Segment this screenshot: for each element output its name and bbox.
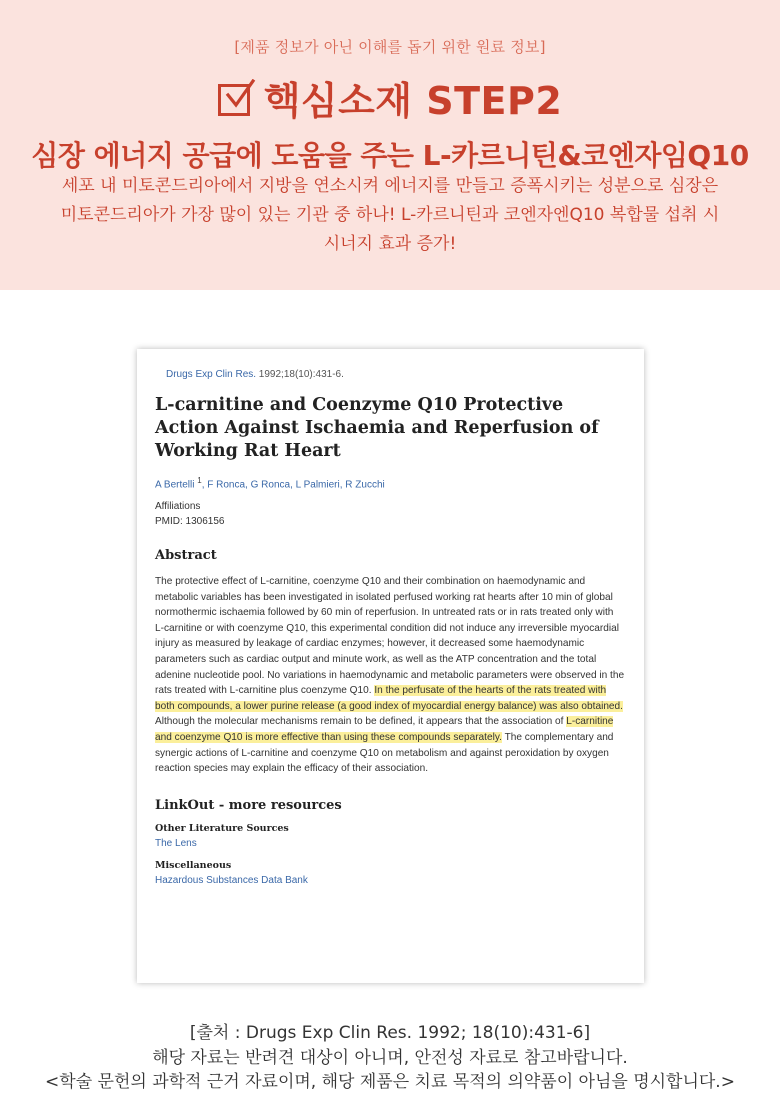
- step-title: 핵심소재 STEP2: [263, 79, 563, 123]
- affiliation-marker[interactable]: 1: [197, 476, 202, 485]
- section-subtitle: 심장 에너지 공급에 도움을 주는 L-카르니틴&코엔자임Q10: [31, 139, 749, 172]
- checkbox-icon: [218, 84, 250, 116]
- description-line: 시너지 효과 증가!: [323, 234, 457, 254]
- co-authors[interactable]: , F Ronca, G Ronca, L Palmieri, R Zucchi: [201, 479, 385, 491]
- other-sources-label: Other Literature Sources: [155, 823, 289, 834]
- misc-label: Miscellaneous: [155, 860, 232, 871]
- the-lens-link[interactable]: The Lens: [155, 838, 197, 849]
- journal-citation: [166, 369, 344, 380]
- citation-details: 1992;18(10):431-6.: [256, 369, 344, 380]
- paper-title: L-carnitine and Coenzyme Q10 Protective Action Against Ischaemia and Reperfusion of Working Rat Heart: [155, 395, 599, 461]
- disclaimer-text: <학술 문헌의 과학적 근거 자료이며, 해당 제품은 치료 목적의 의약품이 아님을 명시합니다.>: [45, 1072, 735, 1092]
- pmid: PMID: 1306156: [155, 515, 225, 527]
- linkout-heading: LinkOut - more resources: [155, 798, 342, 813]
- author-list: [155, 476, 385, 490]
- hero-banner: [0, 0, 780, 290]
- description-line: 미토콘드리아가 가장 많이 있는 기관 중 하나! L-카르니틴과 코엔자엔Q10 복합물 섭취 시: [60, 205, 720, 225]
- highlighted-text: In the perfusate of the hearts of the rats treated with both compounds, a lower purine release (a good index of myocardial energy balance) was also obtained.: [155, 685, 623, 712]
- journal-link[interactable]: Drugs Exp Clin Res.: [166, 369, 257, 380]
- author-link[interactable]: A Bertelli: [155, 479, 195, 491]
- abstract-text: Although the molecular mechanisms remain to be defined, it appears that the association of: [155, 716, 567, 728]
- step-heading: [0, 70, 780, 125]
- paper-abstract-card: [137, 349, 644, 983]
- source-citation: [출처 : Drugs Exp Clin Res. 1992; 18(10):431-6]: [189, 1023, 591, 1043]
- hsdb-link[interactable]: Hazardous Substances Data Bank: [155, 875, 308, 886]
- info-notice: [제품 정보가 아닌 이해를 돕기 위한 원료 정보]: [234, 38, 546, 56]
- description-line: 세포 내 미토콘드리아에서 지방을 연소시켜 에너지를 만들고 증폭시키는 성분으로 심장은: [61, 176, 719, 196]
- abstract-heading: Abstract: [155, 548, 217, 563]
- affiliations-toggle[interactable]: Affiliations: [155, 501, 201, 512]
- paper-meta: [155, 500, 225, 529]
- abstract-body: [155, 574, 625, 777]
- disclaimer-text: 해당 자료는 반려견 대상이 아니며, 안전성 자료로 참고바랍니다.: [152, 1048, 628, 1068]
- section-description: [50, 172, 730, 259]
- abstract-text: The complementary and synergic actions of L-carnitine and coenzyme Q10 on metabolism and against peroxidation by oxygen reaction species may explain the efficacy of their association.: [155, 731, 614, 775]
- abstract-text: The protective effect of L-carnitine, coenzyme Q10 and their combination on haemodynamic and metabolic variables has been investigated in isolated perfused working rat hearts after 10 min of global normothermic ischaemia followed by 60 min of reperfusion. In untreated rats or in rats treated only with L-carnitine or with coenzyme Q10, this experimental condition did not induce any irreversible myocardial injury as measured by leakage of cardiac enzymes; however, it decreased some haemodynamic parameters such as cardiac output and minute work, as well as the ATP concentration and the total adenine nucleotide pool. No variations in haemodynamic and metabolic parameters were observed in the rats treated with L-carnitine plus coenzyme Q10.: [155, 576, 625, 697]
- highlighted-text: L-carnitine and coenzyme Q10 is more effective than using these compounds separately.: [155, 716, 614, 743]
